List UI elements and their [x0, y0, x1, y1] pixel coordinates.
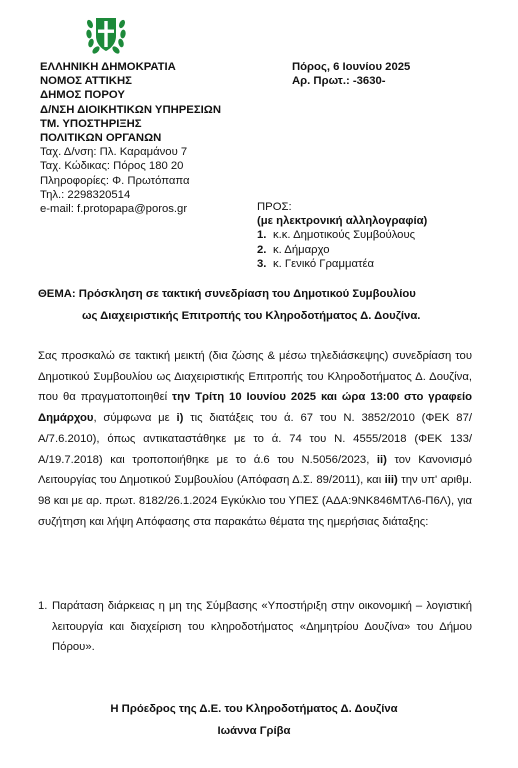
info-line: Πληροφορίες: Φ. Πρωτόπαπα — [40, 174, 190, 187]
recipient-item: 3. κ. Γενικό Γραμματέα — [257, 257, 375, 270]
org-line: ΔΗΜΟΣ ΠΟΡΟΥ — [40, 89, 125, 102]
protocol-number: Αρ. Πρωτ.: -3630- — [292, 75, 386, 88]
agenda-item — [38, 596, 472, 658]
org-line: ΝΟΜΟΣ ΑΤΤΙΚΗΣ — [40, 75, 132, 88]
signatory-name: Ιωάννα Γρίβα — [217, 725, 291, 737]
org-line: ΤΜ. ΥΠΟΣΤΗΡΙΞΗΣ — [40, 117, 142, 130]
phone-line: Τηλ.: 2298320514 — [40, 188, 131, 201]
agenda-item-number: 1. — [38, 600, 48, 612]
date-protocol-block — [292, 60, 410, 88]
body-paragraph: Σας προσκαλώ σε τακτική μεικτή (δια ζώσης & μέσω τηλεδιάσκεψης) συνεδρίαση του Δημοτικού Συμβουλίου ως Διαχειριστικής Επιτροπής του Κληροδοτήματος Δ. Δουζίνα, που θα πραγματοποιηθεί την Τρίτη 10 Ιουνίου 2025 και ώρα 13:00 στο γραφείο Δημάρχου, σύμφωνα με i) τις διατάξεις του ά. 67 του Ν. 3852/2010 (ΦΕΚ 87/Α/7.6.2010), όπως αντικαταστάθηκε με το ά. 74 του Ν. 4555/2018 (ΦΕΚ 133/Α/19.7.2018) και τροποποιήθηκε με το ά.6 του Ν.5056/2023, ii) τον Κανονισμό Λειτουργίας του Δημοτικού Συμβουλίου (Απόφαση Δ.Σ. 89/2011), και iii) την υπ' αριθμ. 98 και με αρ. πρωτ. 8182/26.1.2024 Εγκύκλιο του ΥΠΕΣ (ΑΔΑ:9ΝΚ846ΜΤΛ6-Π6Λ), για συζήτηση και λήψη Απόφασης στα παρακάτω θέματα της ημερήσιας διάταξης: — [38, 350, 473, 528]
org-line: ΕΛΛΗΝΙΚΗ ΔΗΜΟΚΡΑΤΙΑ — [40, 61, 176, 73]
greek-coat-of-arms-icon — [86, 12, 126, 56]
org-line: Δ/ΝΣΗ ΔΙΟΙΚΗΤΙΚΩΝ ΥΠΗΡΕΣΙΩΝ — [40, 103, 221, 116]
recipients-block — [257, 200, 427, 271]
document-date: Πόρος, 6 Ιουνίου 2025 — [292, 61, 411, 73]
postal-code-line: Ταχ. Κώδικας: Πόρος 180 20 — [40, 160, 184, 173]
sender-block — [40, 60, 221, 216]
delivery-note: (με ηλεκτρονική αλληλογραφία) — [257, 215, 428, 228]
signatory-title: Η Πρόεδρος της Δ.Ε. του Κληροδοτήματος Δ. Δουζίνα — [110, 703, 398, 715]
org-line: ΠΟΛΙΤΙΚΩΝ ΟΡΓΑΝΩΝ — [40, 132, 162, 145]
recipients-label: ΠΡΟΣ: — [257, 201, 292, 213]
recipient-item: 2. κ. Δήμαρχο — [257, 243, 330, 256]
signature-block — [0, 698, 518, 742]
subject-line: ΘΕΜΑ: Πρόσκληση σε τακτική συνεδρίαση του Δημοτικού Συμβουλίου — [38, 288, 416, 300]
recipient-item: 1. κ.κ. Δημοτικούς Συμβούλους — [257, 229, 416, 242]
agenda-item-text: Παράταση διάρκειας η μη της Σύμβασης «Υποστήριξη στην οικονομική – λογιστική λειτουργία και διαχείριση του κληροδοτήματος «Δημητρίου Δουζίνα» του Δήμου Πόρου». — [52, 600, 472, 654]
subject-line: ως Διαχειριστικής Επιτροπής του Κληροδοτήματος Δ. Δουζίνα. — [82, 310, 421, 322]
email-line: e-mail: f.protopapa@poros.gr — [40, 203, 188, 216]
address-line: Ταχ. Δ/νση: Πλ. Καραμάνου 7 — [40, 146, 188, 159]
meeting-datetime: την Τρίτη 10 Ιουνίου 2025 και ώρα 13:00 στο γραφείο Δημάρχου — [38, 391, 472, 425]
